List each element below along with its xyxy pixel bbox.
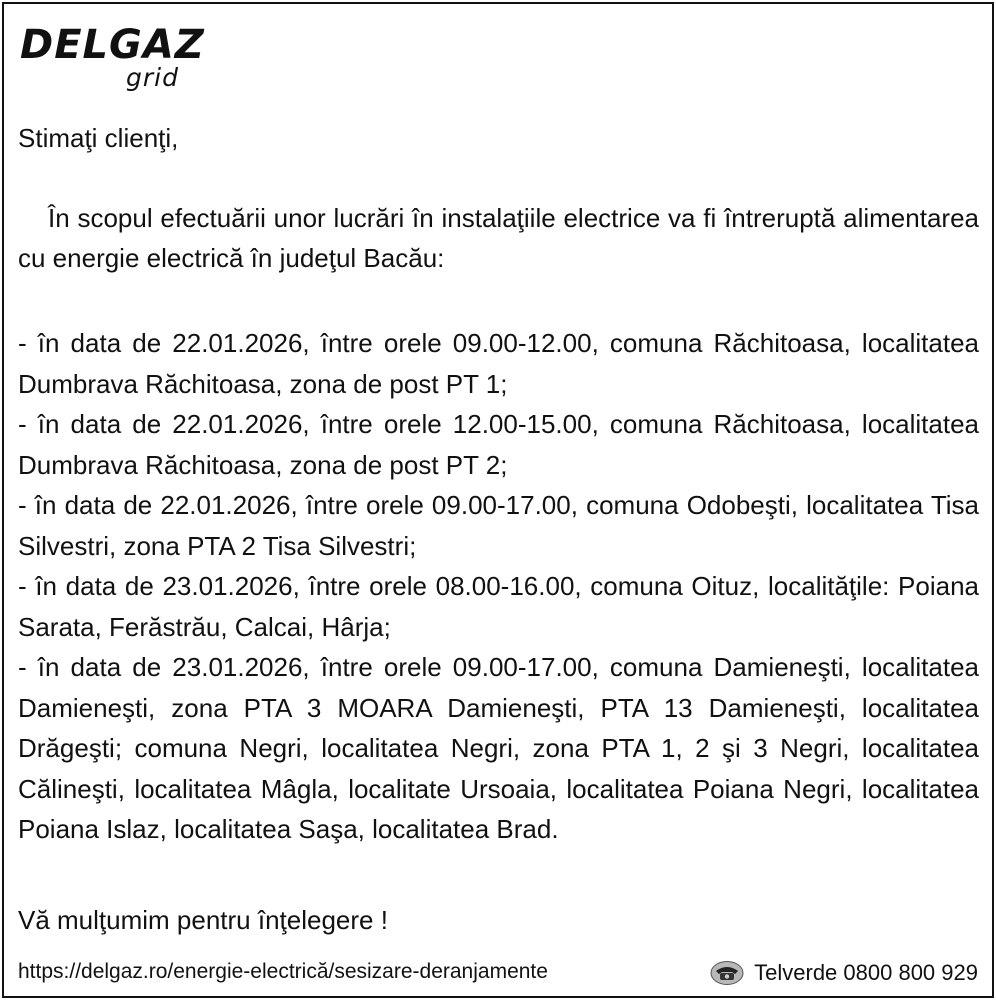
outage-item: - în data de 23.01.2026, între orele 08.00-16.00, comuna Oituz, localităţile: Poiana Sarata, Ferăstrău, Calcai, Hârja; bbox=[18, 571, 979, 642]
outage-item: - în data de 22.01.2026, între orele 09.00-12.00, comuna Răchitoasa, localitatea Dumbrava Răchitoasa, zona de post PT 1; bbox=[18, 328, 979, 399]
telverde-contact bbox=[710, 958, 978, 988]
sesizare-deranjamente-link[interactable]: https://delgaz.ro/energie-electrică/sesizare-deranjamente bbox=[18, 960, 548, 983]
logo-main-text: DELGAZ bbox=[20, 22, 205, 68]
outage-item: - în data de 22.01.2026, între orele 12.00-15.00, comuna Răchitoasa, localitatea Dumbrava Răchitoasa, zona de post PT 2; bbox=[18, 409, 979, 480]
logo-sub-text: grid bbox=[126, 63, 179, 92]
outage-item: - în data de 23.01.2026, între orele 09.00-17.00, comuna Damieneşti, localitatea Damieneşti, zona PTA 3 MOARA Damieneşti, PTA 13 Damieneşti, localitatea Drăgeşti; comuna Negri, localitatea Negri, zona PTA 1, 2 şi 3 Negri, localitatea Călineşti, localitatea Mâgla, localitate Ursoaia, localitatea Poiana Negri, localitatea Poiana Islaz, localitatea Saşa, localitatea Brad. bbox=[18, 652, 979, 844]
intro-paragraph: În scopul efectuării unor lucrări în instalaţiile electrice va fi întreruptă alimentarea cu energie electrică în judeţul Bacău: bbox=[18, 203, 979, 273]
delgaz-grid-logo bbox=[20, 22, 220, 94]
telephone-icon bbox=[710, 960, 744, 986]
outage-item: - în data de 22.01.2026, între orele 09.00-17.00, comuna Odobeşti, localitatea Tisa Silvestri, zona PTA 2 Tisa Silvestri; bbox=[18, 490, 979, 561]
greeting: Stimaţi clienţi, bbox=[18, 123, 179, 153]
thanks-text: Vă mulţumim pentru înţelegere ! bbox=[18, 905, 388, 935]
outage-list bbox=[18, 323, 979, 850]
telverde-number: Telverde 0800 800 929 bbox=[754, 960, 978, 985]
